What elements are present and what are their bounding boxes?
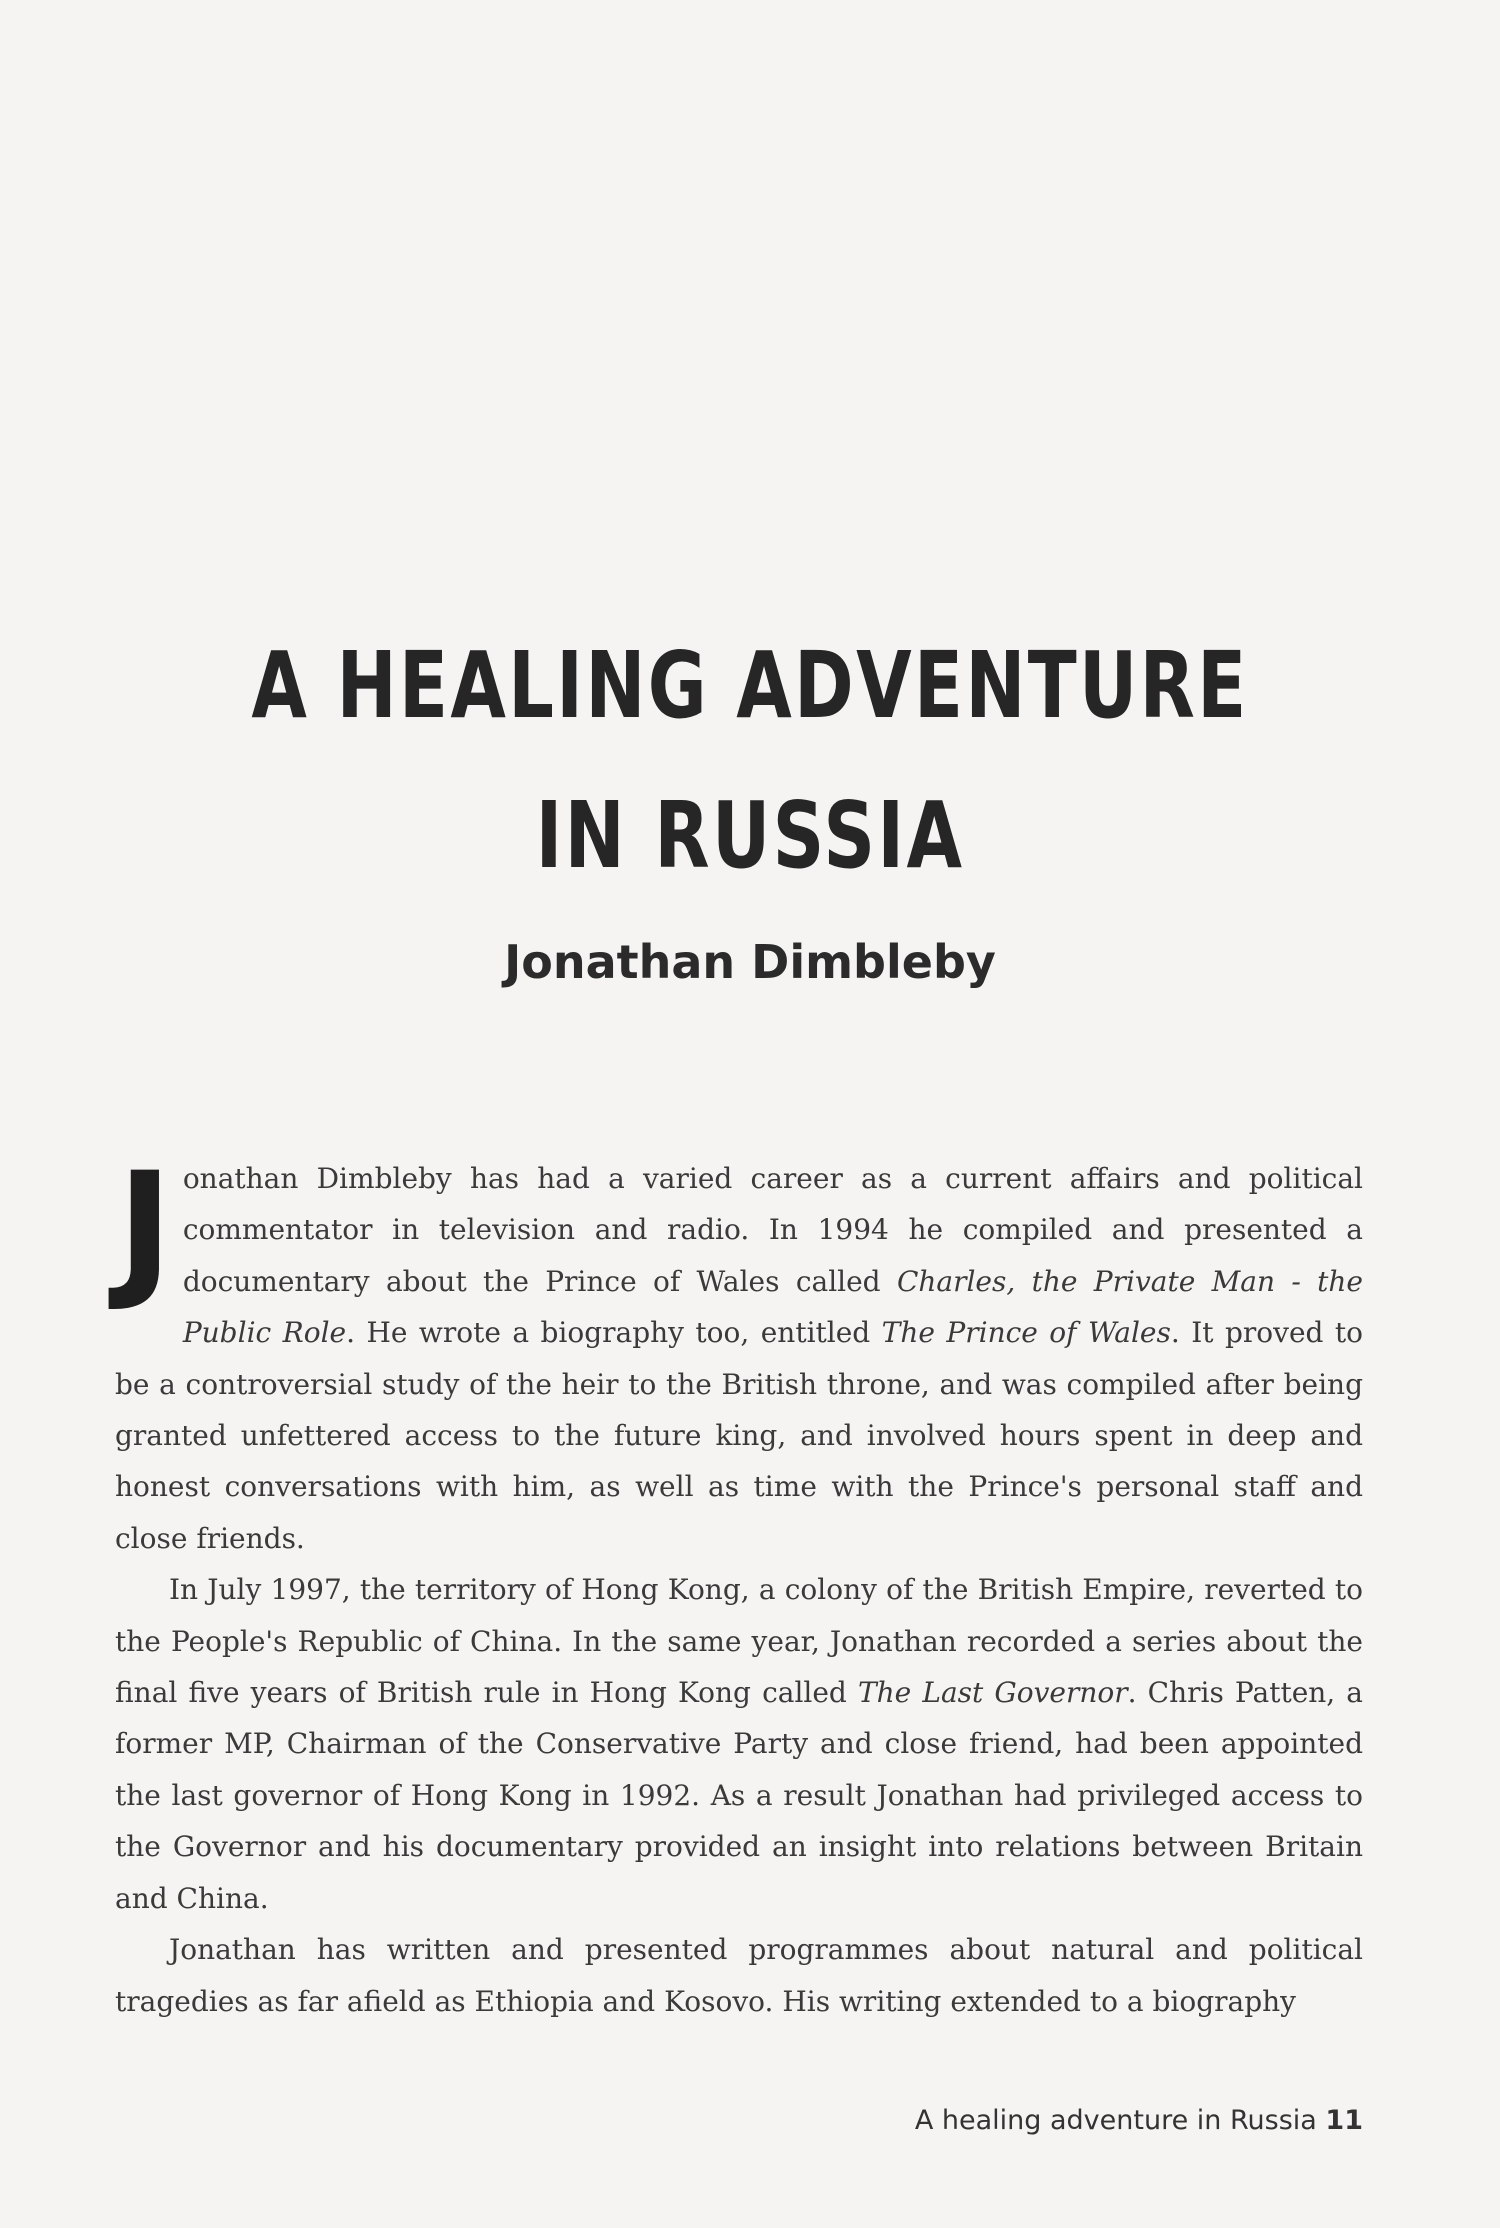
chapter-title-line-2: IN RUSSIA <box>535 782 965 889</box>
drop-cap: J <box>117 1141 173 1315</box>
paragraph-3: Jonathan has written and presented programmes about natural and political tragedies as far afield as Ethiopia and Kosovo. His writing extended to a biography <box>115 1933 1363 2018</box>
page-number: 11 <box>1325 2105 1363 2136</box>
running-title: A healing adventure in Russia <box>914 2105 1317 2136</box>
paragraph-1-text-b: . He wrote a biography too, entitled <box>346 1316 882 1350</box>
paragraph-2-text-a: In July 1997, the territory of Hong Kong, a colony of the British Empire, reverted to the People's Republic of China. In the same year, Jonathan recorded a series about the final five years of British rule in Hong Kong called <box>115 1573 1363 1710</box>
title-last-governor: The Last Governor <box>857 1676 1128 1710</box>
paragraph-2 <box>115 1564 1363 1924</box>
paragraph-1 <box>115 1141 1363 1564</box>
title-charles-private-man: Charles, the Private Man - the Public Role <box>182 1264 1363 1350</box>
paragraph-1-text-c: . It proved to be a controversial study of the heir to the British throne, and was compiled after being granted unfettered access to the future king, and involved hours spent in deep and honest conversations with him, as well as time with the Prince's personal staff and close friends. <box>115 1316 1363 1555</box>
chapter-author: Jonathan Dimbleby <box>504 935 996 989</box>
chapter-title-line-1: A HEALING ADVENTURE <box>251 632 1249 739</box>
chapter-body <box>115 1141 1363 2027</box>
page-footer <box>915 2105 1363 2136</box>
paragraph-1-text-a: onathan Dimbleby has had a varied career as a current affairs and political commentator in television and radio. In 1994 he compiled and presented a documentary about the Prince of Wales called <box>182 1162 1363 1298</box>
paragraph-2-text-b: . Chris Patten, a former MP, Chairman of the Conservative Party and close friend, had been appointed the last governor of Hong Kong in 1992. As a result Jonathan had privileged access to the Governor and his documentary provided an insight into relations between Britain and China. <box>115 1676 1363 1915</box>
title-prince-of-wales: The Prince of Wales <box>881 1316 1171 1350</box>
